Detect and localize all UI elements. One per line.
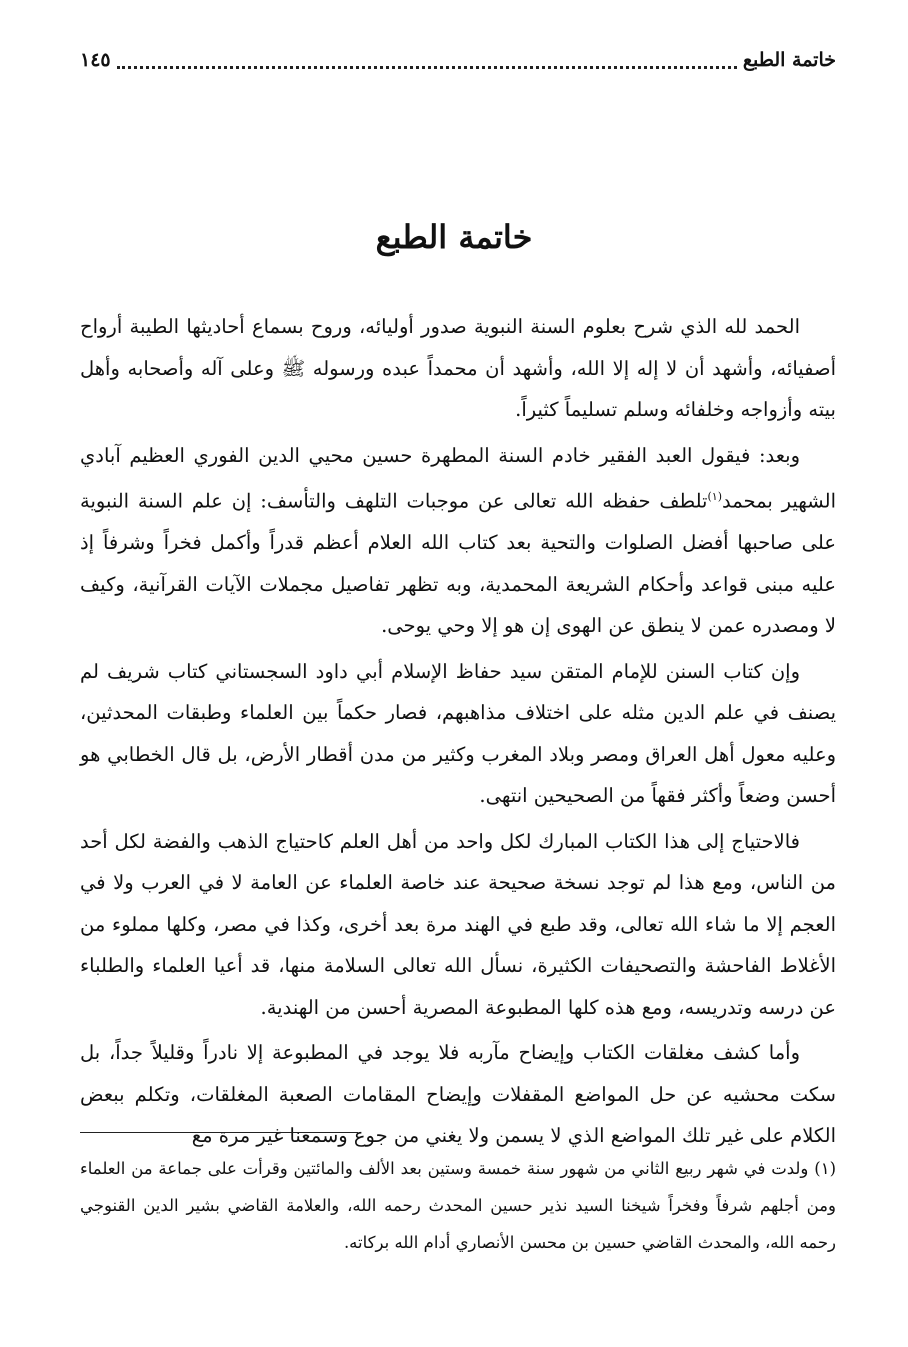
footnote-separator: [80, 1132, 358, 1133]
paragraph-2-part-2: تلطف حفظه الله تعالى عن موجبات التلهف والتأسف: إن علم السنة النبوية على صاحبها أفضل الصلوات والتحية بعد كتاب الله العلام أعظم قدراً وأكمل فخراً وشرفاً إذ عليه مبنى قواعد وأحكام الشريعة المحمدية، وبه تظهر تفاصيل مجملات الآيات القرآنية، وكيف لا ومصدره عمن لا ينطق عن الهوى إن هو إلا وحي يوحى.: [80, 489, 836, 637]
footnote-text: (١) ولدت في شهر ربيع الثاني من شهور سنة خمسة وستين بعد الألف والمائتين وقرأت على جماعة من العلماء ومن أجلهم شرفاً وفخراً شيخنا السيد نذير حسين المحدث رحمه الله، والعلامة القاضي بشير الدين القنوجي رحمه الله، والمحدث القاضي حسين بن محسن الأنصاري أدام الله بركاته.: [80, 1159, 836, 1252]
paragraph-1: الحمد لله الذي شرح بعلوم السنة النبوية صدور أوليائه، وروح بسماع أحاديثها الطيبة أرواح أصفيائه، وأشهد أن لا إله إلا الله، وأشهد أن محمداً عبده ورسوله ﷺ وعلى آله وأصحابه وأهل بيته وأزواجه وخلفائه وسلم تسليماً كثيراً.: [80, 315, 836, 421]
paragraph-5: وأما كشف مغلقات الكتاب وإيضاح مآربه فلا يوجد في المطبوعة إلا نادراً وقليلاً جداً، بل سكت محشيه عن حل المواضع المقفلات وإيضاح المقامات الصعبة المغلقات، وتكلم ببعض الكلام على غير تلك المواضع الذي لا يسمن ولا يغني من جوع وسمعنا غير مرة مع: [80, 1041, 836, 1147]
leader-dots: [117, 64, 737, 69]
chapter-title: خاتمة الطبع: [375, 218, 533, 256]
running-title: خاتمة الطبع: [742, 49, 836, 71]
running-header: [80, 42, 836, 78]
footnote: [80, 1150, 836, 1261]
paragraph-2: [80, 435, 836, 647]
footnote-reference: (١): [707, 490, 722, 503]
page-number: ١٤٥: [80, 49, 111, 71]
paragraph-2-part-1: وبعد: فيقول العبد الفقير خادم السنة المطهرة حسين محيي الدين الفوري العظيم آبادي الشهير بمحمد: [80, 443, 836, 513]
paragraph-4: فالاحتياج إلى هذا الكتاب المبارك لكل واحد من أهل العلم كاحتياج الذهب والفضة لكل أحد من الناس، ومع هذا لم توجد نسخة صحيحة عند خاصة العلماء عن العامة لا في العرب ولا في العجم إلا ما شاء الله تعالى، وقد طبع في الهند مرة بعد أخرى، وكذا في مصر، وكلها مملوء من الأغلاط الفاحشة والتصحيفات الكثيرة، نسأل الله تعالى السلامة منها، قد أعيا العلماء والطلباء عن درسه وتدريسه، ومع هذه كلها المطبوعة المصرية أحسن من الهندية.: [80, 829, 836, 1019]
body-text: [80, 306, 836, 1161]
paragraph-3: وإن كتاب السنن للإمام المتقن سيد حفاظ الإسلام أبي داود السجستاني كتاب شريف لم يصنف في علم الدين مثله على اختلاف مذاهبهم، فصار حكماً بين العلماء وطبقات المحدثين، وعليه معول أهل العراق ومصر وبلاد المغرب وكثير من مدن أقطار الأرض، بل قال الخطابي هو أحسن وضعاً وأكثر فقهاً من الصحيحين انتهى.: [80, 659, 836, 807]
